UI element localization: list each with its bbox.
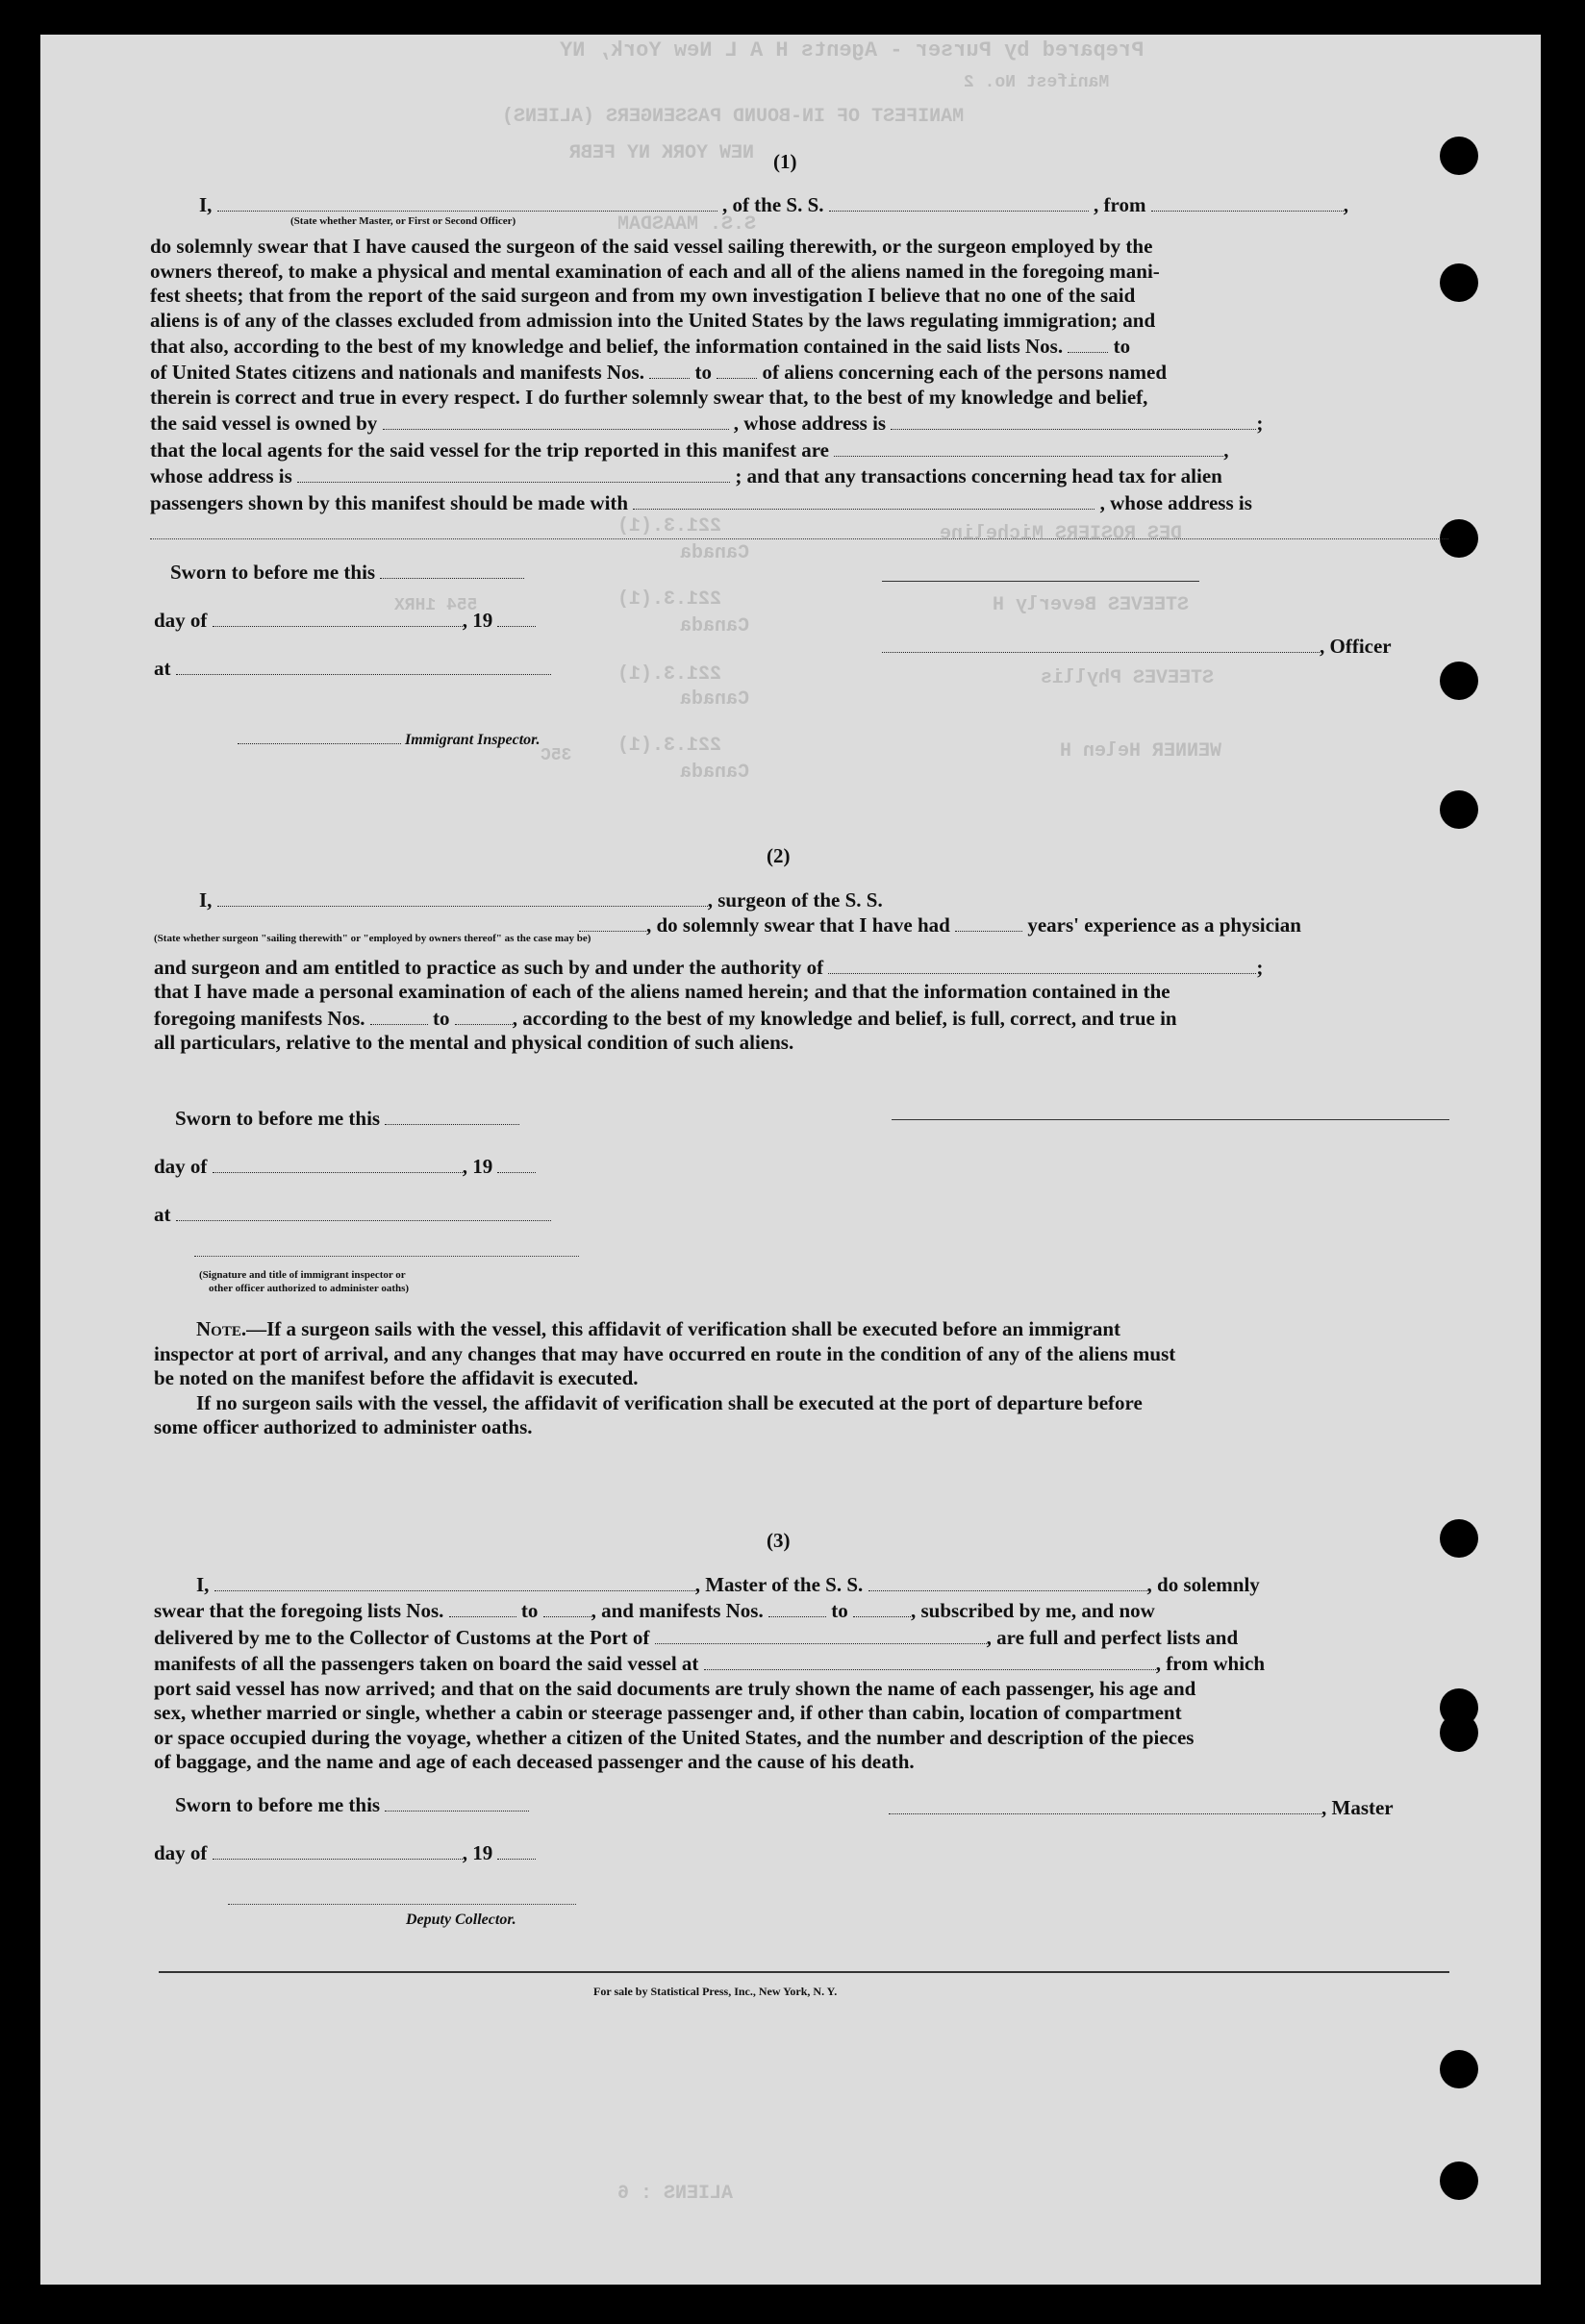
ghost-header-line2: MANIFEST OF IN-BOUND PASSENGERS (ALIENS) [502, 106, 965, 128]
master-name-field[interactable] [214, 1571, 695, 1591]
ghost-entry-extra: 554 1HRX [394, 596, 478, 615]
footer-rule [159, 1971, 1449, 1973]
text-line: passengers shown by this manifest should be made with , whose address is [150, 490, 1252, 514]
ghost-entry-country: Canada [680, 688, 750, 711]
punch-hole [1440, 2162, 1478, 2200]
at-place-field[interactable] [176, 655, 551, 675]
text-line: port said vessel has now arrived; and that on the said documents are truly shown the name of each passenger, his age and [154, 1676, 1196, 1700]
text-line: aliens is of any of the classes excluded from admission into the United States by the laws regulating immigration; and [150, 308, 1156, 332]
day-of-field[interactable] [213, 1153, 463, 1173]
punch-hole [1440, 137, 1478, 175]
section-2-line1: I, , surgeon of the S. S. [199, 887, 883, 912]
day-of-field[interactable] [213, 607, 463, 627]
ghost-entry-code: 221.3.(1) [617, 588, 722, 611]
ghost-header-line3: NEW YORK NY FEBR [569, 142, 755, 164]
text-line: or space occupied during the voyage, whether a citizen of the United States, and the number and description of the pieces [154, 1725, 1195, 1749]
label-from: , from [1094, 192, 1146, 216]
ghost-bottom: ALIENS : 6 [617, 2183, 734, 2205]
manifest-page [40, 35, 1541, 2285]
inspector-signature-field[interactable] [238, 729, 401, 744]
owner-address-field[interactable] [891, 410, 1256, 430]
section-3-sworn: Sworn to before me this [175, 1791, 529, 1817]
section-3-number: (3) [767, 1529, 791, 1552]
text-line: that also, according to the best of my knowledge and belief, the information contained in the said lists Nos. to [150, 334, 1131, 358]
text-line: inspector at port of arrival, and any changes that may have occurred en route in the condition of any of the aliens must [154, 1341, 1176, 1365]
punch-hole [1440, 662, 1478, 700]
section-3-day: day of , 19 [154, 1839, 536, 1865]
printer-credit: For sale by Statistical Press, Inc., New York, N. Y. [593, 1985, 838, 1998]
sig-note-line2: other officer authorized to administer oaths) [209, 1283, 410, 1294]
master-name-field[interactable] [217, 191, 717, 212]
section-1-at: at [154, 655, 551, 681]
text-line: swear that the foregoing lists Nos. to , and manifests Nos. to , subscribed by me, and now [154, 1599, 1155, 1623]
master-signature-field[interactable] [889, 1794, 1321, 1814]
ghost-entry-name: STEEVES Phyllis [1041, 667, 1215, 689]
ghost-entry-code: 221.3.(1) [617, 515, 722, 537]
lists-from-field[interactable] [1068, 333, 1108, 353]
note-label: Note. [196, 1317, 247, 1340]
text-line: be noted on the manifest before the affidavit is executed. [154, 1366, 639, 1389]
lists-to-field[interactable] [543, 1597, 591, 1617]
manifests-to-field[interactable] [853, 1597, 911, 1617]
foregoing-to-field[interactable] [455, 1005, 513, 1025]
from-port-field[interactable] [1151, 191, 1344, 212]
year-field[interactable] [497, 1839, 536, 1860]
text-line: do solemnly swear that I have caused the surgeon of the said vessel sailing therewith, or the surgeon employed by the [150, 235, 1153, 258]
text-line: and surgeon and am entitled to practice as such by and under the authority of ; [154, 955, 1264, 979]
surgeon-name-field[interactable] [217, 887, 708, 907]
text-line: of baggage, and the name and age of each deceased passenger and the cause of his death. [154, 1750, 915, 1774]
head-tax-contact-field[interactable] [633, 489, 1094, 510]
surgeon-vessel-name-field[interactable] [579, 912, 646, 932]
authority-field[interactable] [828, 954, 1256, 974]
address-continuation-line[interactable] [150, 538, 1448, 539]
text-line: owners thereof, to make a physical and mental examination of each and all of the aliens named in the foregoing mani- [150, 259, 1160, 283]
section-1-day: day of , 19 [154, 607, 536, 633]
sworn-date-field[interactable] [380, 559, 524, 579]
section-1-officer: , Officer [882, 633, 1392, 659]
years-experience-field[interactable] [955, 912, 1022, 932]
ghost-entry-code: 221.3.(1) [617, 735, 722, 757]
text-line: that the local agents for the said vessel for the trip reported in this manifest are , [150, 437, 1229, 462]
deputy-signature-line[interactable] [228, 1904, 576, 1905]
inspector-signature-line[interactable] [194, 1256, 579, 1257]
sworn-date-field[interactable] [385, 1105, 519, 1125]
ghost-entry-extra: 35C [541, 746, 572, 765]
text-line: the said vessel is owned by , whose address is ; [150, 412, 1264, 436]
section-1-sworn: Sworn to before me this [170, 559, 524, 585]
sig-note-line1: (Signature and title of immigrant inspector or [199, 1269, 406, 1281]
punch-hole [1440, 1519, 1478, 1558]
text-line: some officer authorized to administer oaths. [154, 1415, 533, 1438]
note-block [154, 1317, 1448, 1440]
officer-title-field[interactable] [882, 633, 1320, 653]
comma: , [1343, 192, 1348, 216]
section-2-body [154, 954, 1448, 1056]
text-line: therein is correct and true in every respect. I do further solemnly swear that, to the best of my knowledge and belief, [150, 385, 1148, 409]
text-line: If no surgeon sails with the vessel, the affidavit of verification shall be executed at the port of departure before [196, 1390, 1143, 1414]
punch-hole [1440, 2050, 1478, 2088]
ghost-manifest-no: Manifest No. 2 [964, 73, 1110, 92]
section-3-master: , Master [889, 1794, 1394, 1820]
text-line: sex, whether married or single, whether a cabin or steerage passenger and, if other than cabin, location of compartment [154, 1701, 1182, 1725]
at-place-field[interactable] [176, 1201, 551, 1221]
officer-signature-line[interactable] [882, 581, 1199, 582]
section-2-line2: , do solemnly swear that I have had years' experience as a physician [579, 912, 1301, 937]
label-of-ss: , of the S. S. [721, 192, 824, 216]
manifests-from-field[interactable] [768, 1597, 826, 1617]
text-line: whose address is ; and that any transactions concerning head tax for alien [150, 464, 1222, 488]
manifests-from-field[interactable] [649, 359, 690, 379]
ghost-entry-code: 221.3.(1) [617, 663, 722, 686]
port-field[interactable] [655, 1624, 987, 1644]
owner-field[interactable] [383, 410, 729, 430]
ghost-header-line1: Prepared by Purser - Agents H A L New York, NY [560, 38, 1145, 62]
text-line: of United States citizens and nationals and manifests Nos. to of aliens concerning each of the persons named [150, 361, 1168, 385]
year-field[interactable] [497, 607, 536, 627]
section-2-day: day of , 19 [154, 1153, 536, 1179]
sworn-date-field[interactable] [385, 1791, 529, 1812]
ghost-entry-country: Canada [680, 542, 750, 564]
text-line: foregoing manifests Nos. to , according to the best of my knowledge and belief, is full, correct, and true in [154, 1006, 1177, 1030]
text-line: fest sheets; that from the report of the said surgeon and from my own investigation I believe that no one of the said [150, 284, 1136, 307]
local-agents-field[interactable] [834, 437, 1223, 457]
vessel-name-field[interactable] [868, 1571, 1147, 1591]
immigrant-inspector-label: Immigrant Inspector. [238, 729, 540, 749]
lists-from-field[interactable] [449, 1597, 516, 1617]
surgeon-signature-line[interactable] [892, 1119, 1449, 1120]
section-2-number: (2) [767, 844, 791, 867]
punch-hole [1440, 790, 1478, 829]
section-2-sworn: Sworn to before me this [175, 1105, 519, 1131]
ghost-entry-name: STEEVES Beverly H [993, 594, 1190, 616]
manifests-to-field[interactable] [717, 359, 757, 379]
text-line: Note.—If a surgeon sails with the vessel, this affidavit of verification shall be executed before an immigrant [196, 1317, 1121, 1340]
note-master: (State whether Master, or First or Second Officer) [290, 215, 516, 227]
text-line: I, , Master of the S. S. , do solemnly [196, 1572, 1260, 1596]
label-i: I, [199, 192, 213, 216]
departure-port-field[interactable] [704, 1650, 1156, 1670]
foregoing-from-field[interactable] [370, 1005, 428, 1025]
vessel-name-field[interactable] [829, 191, 1089, 212]
agents-address-field[interactable] [297, 462, 730, 483]
text-line: all particulars, relative to the mental and physical condition of such aliens. [154, 1031, 794, 1055]
section-1-body [150, 235, 1448, 515]
section-3-body [154, 1571, 1448, 1775]
text-line: that I have made a personal examination of each of the aliens named herein; and that the information contained in the [154, 980, 1170, 1004]
section-2-at: at [154, 1201, 551, 1227]
ghost-entry-country: Canada [680, 762, 750, 784]
ghost-entry-country: Canada [680, 615, 750, 637]
ghost-header-line4: S.S. MAASDAM [617, 213, 757, 236]
text-line: manifests of all the passengers taken on board the said vessel at , from which [154, 1652, 1266, 1676]
note-surgeon: (State whether surgeon "sailing therewith" or "employed by owners thereof" as the case may be) [154, 933, 591, 944]
text-line: delivered by me to the Collector of Customs at the Port of , are full and perfect lists and [154, 1625, 1239, 1649]
year-field[interactable] [497, 1153, 536, 1173]
section-1-number: (1) [773, 150, 797, 173]
deputy-collector-label: Deputy Collector. [406, 1912, 516, 1928]
day-of-field[interactable] [213, 1839, 463, 1860]
section-1-line1 [199, 191, 1348, 217]
ghost-entry-name: WENNER Helen H [1060, 740, 1222, 762]
ghost-entry-name: DES ROSIERS Micheline [940, 523, 1183, 545]
